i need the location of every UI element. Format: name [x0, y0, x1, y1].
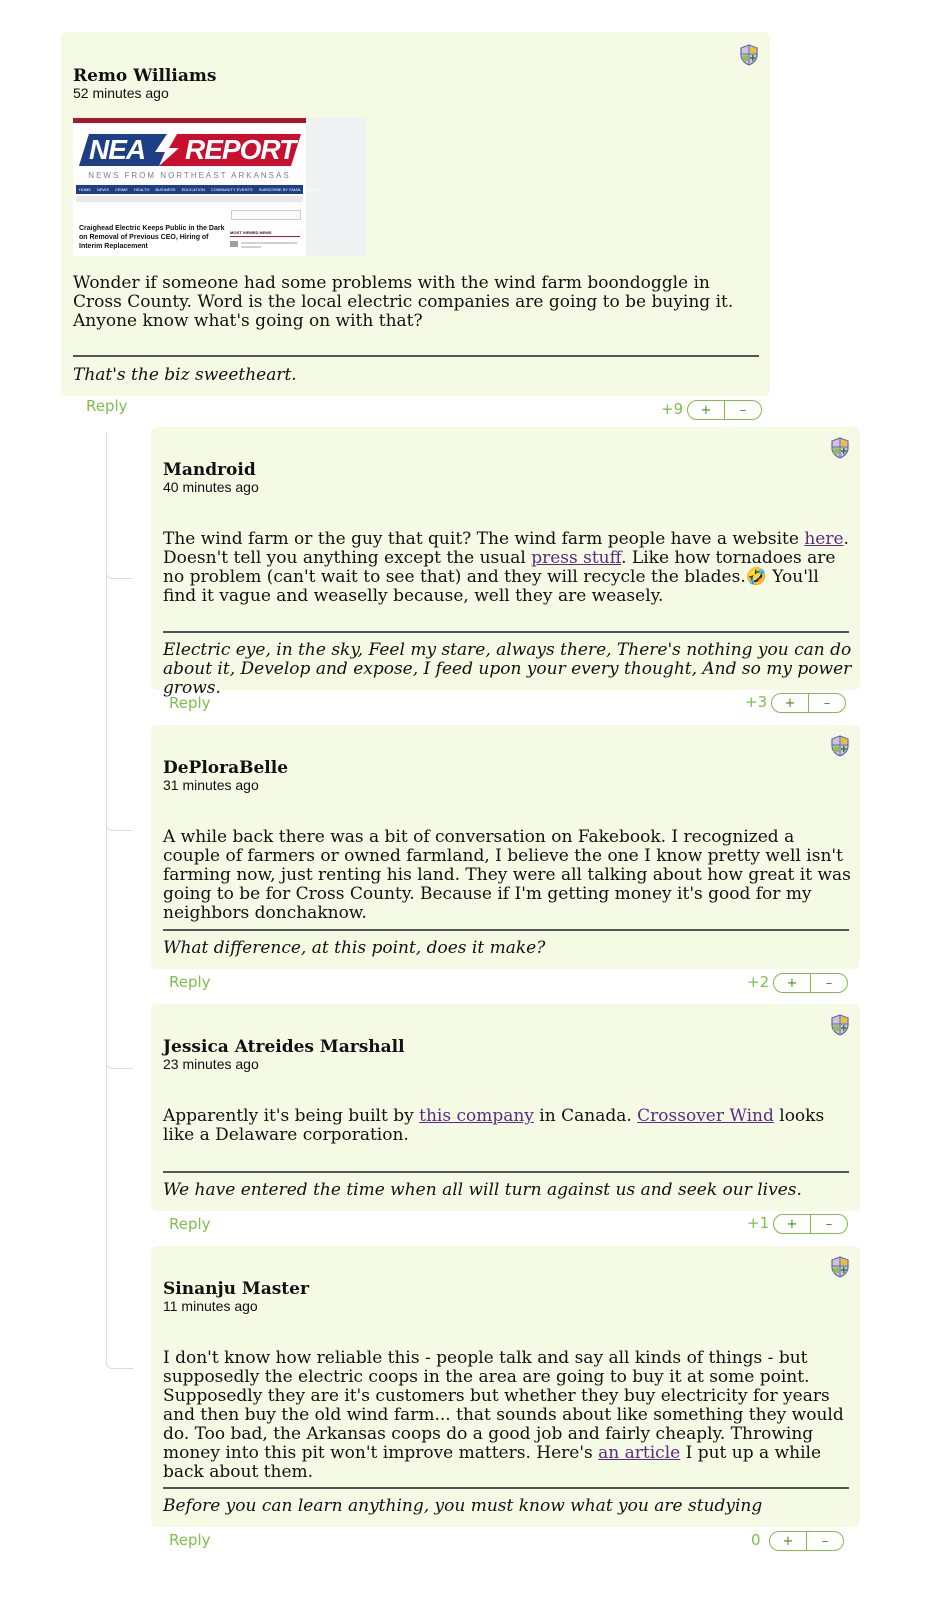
vote-buttons	[773, 1214, 848, 1234]
press-link[interactable]: press stuff	[531, 548, 622, 568]
user-badge-shield-icon	[831, 1014, 849, 1036]
thumbnail-headline: Craighead Electric Keeps Public in the Dark on Removal of Previous CEO, Hiring of Interim Replacement	[79, 225, 225, 250]
vote-score: +9	[661, 400, 684, 418]
reply-button[interactable]: Reply	[169, 1215, 211, 1233]
upvote-button[interactable]: +	[782, 1533, 794, 1549]
thumbnail-logo-left: NEA	[89, 134, 146, 165]
signature-divider	[163, 1487, 849, 1489]
comment-author[interactable]: Mandroid	[163, 460, 256, 480]
comment-author[interactable]: Sinanju Master	[163, 1279, 309, 1299]
thumbnail-tagline: NEWS FROM NORTHEAST ARKANSAS	[88, 171, 291, 180]
comment-author[interactable]: Remo Williams	[73, 66, 217, 86]
thread-elbow	[106, 570, 133, 579]
comment-timestamp[interactable]: 40 minutes ago	[163, 479, 259, 495]
comment-body: A while back there was a bit of conversation on Fakebook. I recognized a couple of farmers or owned farmland, I believe the one I know pretty well isn't farming now, just renting his land. They were all talking about how great it was going to be for Cross County. Because if I'm getting money it's good for my neighbors donchaknow.	[163, 827, 851, 923]
thumbnail-sidebar-title: MOST VIEWED NEWS	[230, 230, 272, 235]
upvote-button[interactable]: +	[786, 975, 798, 991]
vote-score: +1	[747, 1214, 770, 1232]
vote-score: +3	[745, 693, 768, 711]
downvote-button[interactable]: –	[806, 1532, 843, 1550]
comment-body: Wonder if someone had some problems with the wind farm boondoggle in Cross County. Word is the local electric companies are going to be buying it. Anyone know what's going on with that?	[73, 273, 734, 331]
user-signature: That's the biz sweetheart.	[73, 365, 297, 385]
reply-button[interactable]: Reply	[86, 397, 128, 415]
comment-card	[151, 1246, 860, 1527]
vote-buttons	[687, 400, 762, 420]
company-link[interactable]: this company	[419, 1106, 534, 1126]
thumbnail-logo	[79, 132, 301, 168]
article-thumbnail[interactable]	[73, 118, 366, 256]
comment-author[interactable]: Jessica Atreides Marshall	[163, 1037, 405, 1057]
comment-body: The wind farm or the guy that quit? The wind farm people have a website here. Doesn't tell you anything except the usual press stuff. Like how tornadoes are no problem (can't wait to see that) and they will recycle the blades.🤣 You'll find it vague and weaselly because, well they are weasely.	[163, 529, 849, 606]
downvote-button[interactable]: –	[810, 1215, 847, 1233]
signature-divider	[163, 631, 849, 633]
comment-timestamp[interactable]: 31 minutes ago	[163, 777, 259, 793]
user-signature: What difference, at this point, does it make?	[163, 938, 546, 958]
comment-card	[61, 32, 770, 396]
crossover-wind-link[interactable]: Crossover Wind	[637, 1106, 774, 1126]
vote-score: +2	[747, 973, 770, 991]
vote-buttons	[769, 1531, 844, 1551]
user-badge-shield-icon	[831, 1256, 849, 1278]
reply-button[interactable]: Reply	[169, 694, 211, 712]
comment-body: I don't know how reliable this - people talk and say all kinds of things - but supposedly the electric coops in the area are going to buy it at some point. Supposedly they are it's customers but whether they buy electricity for years and then buy the old wind farm... that sounds about like something they would do. Too bad, the Arkansas coops do a good job and fairly cheaply. Throwing money into this pit won't improve matters. Here's an article I put up a while back about them.	[163, 1348, 844, 1482]
user-signature: Electric eye, in the sky, Feel my stare, always there, There's nothing you can do about it, Develop and expose, I feed upon your every thought, And so my power grows.	[163, 640, 852, 698]
comment-card	[151, 1004, 860, 1211]
thread-elbow	[106, 822, 133, 831]
vote-score: 0	[751, 1531, 761, 1549]
reply-button[interactable]: Reply	[169, 1531, 211, 1549]
downvote-button[interactable]: –	[810, 974, 847, 992]
user-badge-shield-icon	[740, 44, 758, 66]
signature-divider	[163, 1171, 849, 1173]
thumbnail-page	[73, 118, 321, 256]
rofl-emoji-icon: 🤣	[745, 567, 767, 587]
website-link[interactable]: here	[804, 529, 844, 549]
upvote-button[interactable]: +	[786, 1216, 798, 1232]
comment-timestamp[interactable]: 52 minutes ago	[73, 85, 169, 101]
comment-body: Apparently it's being built by this company in Canada. Crossover Wind looks like a Delaware corporation.	[163, 1106, 825, 1145]
user-badge-shield-icon	[831, 437, 849, 459]
vote-buttons	[773, 973, 848, 993]
user-badge-shield-icon	[831, 735, 849, 757]
comment-card	[151, 427, 860, 698]
upvote-button[interactable]: +	[784, 695, 796, 711]
vote-buttons	[771, 693, 846, 713]
signature-divider	[73, 355, 759, 357]
user-signature: Before you can learn anything, you must know what you are studying	[163, 1496, 763, 1516]
downvote-button[interactable]: –	[808, 694, 845, 712]
article-link[interactable]: an article	[598, 1443, 681, 1463]
user-signature: We have entered the time when all will turn against us and seek our lives.	[163, 1180, 802, 1200]
upvote-button[interactable]: +	[700, 402, 712, 418]
comment-timestamp[interactable]: 23 minutes ago	[163, 1056, 259, 1072]
signature-divider	[163, 929, 849, 931]
thumbnail-logo-right: REPORT	[185, 134, 296, 165]
downvote-button[interactable]: –	[724, 401, 761, 419]
comment-author[interactable]: DePloraBelle	[163, 758, 289, 778]
comment-card	[151, 725, 860, 969]
thread-elbow	[106, 1060, 133, 1069]
thumbnail-nav: HOME NEWS CRIME HEALTH BUSINESS EDUCATION COMMUNITY EVENTS SUBSCRIBE BY EMAIL ABOUT	[76, 185, 303, 194]
comment-timestamp[interactable]: 11 minutes ago	[163, 1298, 258, 1314]
reply-button[interactable]: Reply	[169, 973, 211, 991]
thread-elbow	[106, 1360, 133, 1369]
